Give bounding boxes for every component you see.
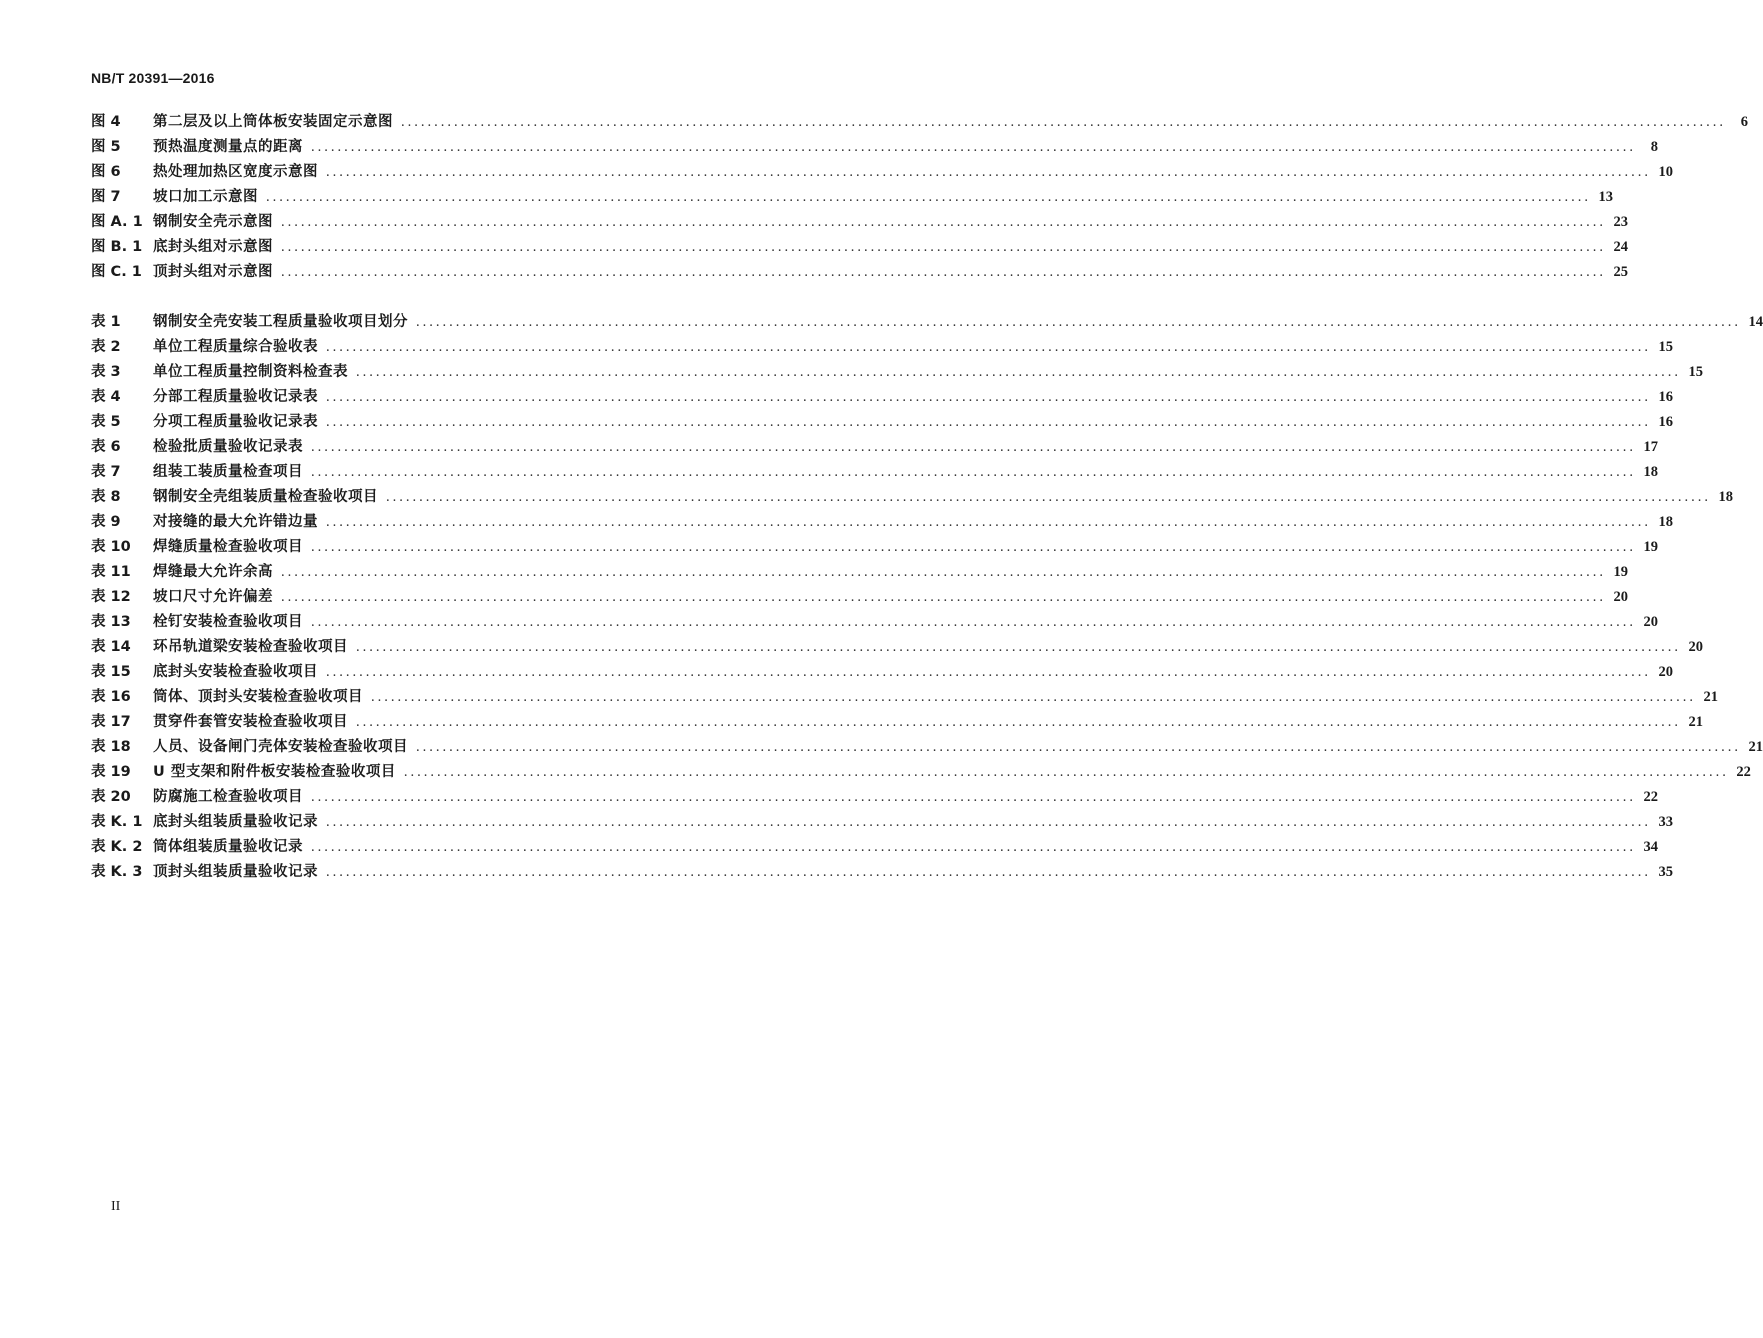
figure-title: 第二层及以上筒体板安装固定示意图 [153,114,393,130]
dot-leader: ........................................................................................................................................................................................................ [326,339,1651,355]
table-page-number: 20 [1643,614,1658,630]
table-title: 底封头组装质量验收记录 [153,814,318,830]
table-label: 表 11 [91,564,131,580]
page-number: II [111,1199,121,1214]
table-label: 表 18 [91,739,131,755]
table-title: 底封头安装检查验收项目 [153,664,318,680]
table-title: 防腐施工检查验收项目 [153,789,303,805]
table-page-number: 17 [1643,439,1658,455]
dot-leader: ........................................................................................................................................................................................................ [401,114,1726,130]
figure-entry[interactable] [91,110,1748,135]
figure-entry[interactable] [91,260,1628,285]
figure-page-number: 13 [1598,189,1613,205]
figure-page-number: 25 [1613,264,1628,280]
table-page-number: 22 [1643,789,1658,805]
table-label: 表 17 [91,714,131,730]
dot-leader: ........................................................................................................................................................................................................ [266,189,1591,205]
figure-page-number: 24 [1613,239,1628,255]
table-entry[interactable] [91,710,1703,735]
table-label: 表 10 [91,539,131,555]
table-page-number: 21 [1703,689,1718,705]
table-page-number: 16 [1658,389,1673,405]
table-page-number: 15 [1688,364,1703,380]
figure-title: 坡口加工示意图 [153,189,258,205]
table-title: 分部工程质量验收记录表 [153,389,318,405]
dot-leader: ........................................................................................................................................................................................................ [326,164,1651,180]
table-entry[interactable] [91,835,1658,860]
dot-leader: ........................................................................................................................................................................................................ [311,439,1636,455]
figure-title: 顶封头组对示意图 [153,264,273,280]
table-title: 人员、设备闸门壳体安装检查验收项目 [153,739,408,755]
table-label: 表 8 [91,489,121,505]
table-page-number: 19 [1613,564,1628,580]
table-label: 表 K. 1 [91,814,143,830]
table-title: 筒体、顶封头安装检查验收项目 [153,689,363,705]
table-entry[interactable] [91,460,1658,485]
figure-label: 图 4 [91,114,121,130]
table-label: 表 4 [91,389,121,405]
table-entry[interactable] [91,535,1658,560]
table-page-number: 35 [1658,864,1673,880]
dot-leader: ........................................................................................................................................................................................................ [371,689,1696,705]
figure-page-number: 23 [1613,214,1628,230]
table-title: 组装工装质量检查项目 [153,464,303,480]
table-label: 表 13 [91,614,131,630]
table-list [91,310,1763,885]
dot-leader: ........................................................................................................................................................................................................ [326,389,1651,405]
dot-leader: ........................................................................................................................................................................................................ [326,414,1651,430]
figure-label: 图 B. 1 [91,239,143,255]
table-page-number: 22 [1736,764,1751,780]
table-page-number: 20 [1688,639,1703,655]
dot-leader: ........................................................................................................................................................................................................ [326,864,1651,880]
dot-leader: ........................................................................................................................................................................................................ [311,539,1636,555]
table-page-number: 16 [1658,414,1673,430]
table-label: 表 16 [91,689,131,705]
table-title: 对接缝的最大允许错边量 [153,514,318,530]
figure-entry[interactable] [91,210,1628,235]
standard-code: NB/T 20391—2016 [91,70,215,86]
table-page-number: 18 [1718,489,1733,505]
dot-leader: ........................................................................................................................................................................................................ [281,589,1606,605]
table-title: 钢制安全壳组装质量检查验收项目 [153,489,378,505]
figure-entry[interactable] [91,185,1613,210]
table-label: 表 15 [91,664,131,680]
table-entry[interactable] [91,610,1658,635]
dot-leader: ........................................................................................................................................................................................................ [326,514,1651,530]
table-label: 表 K. 2 [91,839,143,855]
figure-page-number: 8 [1650,139,1658,155]
dot-leader: ........................................................................................................................................................................................................ [416,314,1741,330]
figure-page-number: 6 [1740,114,1748,130]
table-page-number: 33 [1658,814,1673,830]
dot-leader: ........................................................................................................................................................................................................ [356,364,1681,380]
table-entry[interactable] [91,335,1673,360]
table-label: 表 2 [91,339,121,355]
dot-leader: ........................................................................................................................................................................................................ [356,714,1681,730]
figure-title: 底封头组对示意图 [153,239,273,255]
table-label: 表 9 [91,514,121,530]
table-title: 分项工程质量验收记录表 [153,414,318,430]
figure-entry[interactable] [91,160,1673,185]
table-title: 单位工程质量综合验收表 [153,339,318,355]
table-page-number: 34 [1643,839,1658,855]
table-label: 表 1 [91,314,121,330]
table-label: 表 6 [91,439,121,455]
dot-leader: ........................................................................................................................................................................................................ [281,264,1606,280]
dot-leader: ........................................................................................................................................................................................................ [311,789,1636,805]
figure-title: 预热温度测量点的距离 [153,139,303,155]
table-entry[interactable] [91,735,1763,760]
table-entry[interactable] [91,635,1703,660]
figure-label: 图 C. 1 [91,264,142,280]
dot-leader: ........................................................................................................................................................................................................ [326,814,1651,830]
dot-leader: ........................................................................................................................................................................................................ [311,464,1636,480]
table-title: 贯穿件套管安装检查验收项目 [153,714,348,730]
table-entry[interactable] [91,360,1703,385]
figure-label: 图 6 [91,164,121,180]
figure-label: 图 5 [91,139,121,155]
table-page-number: 18 [1658,514,1673,530]
table-title: 单位工程质量控制资料检查表 [153,364,348,380]
table-page-number: 20 [1658,664,1673,680]
table-page-number: 20 [1613,589,1628,605]
table-title: 栓钉安装检查验收项目 [153,614,303,630]
dot-leader: ........................................................................................................................................................................................................ [311,614,1636,630]
table-page-number: 19 [1643,539,1658,555]
dot-leader: ........................................................................................................................................................................................................ [386,489,1711,505]
table-title: 检验批质量验收记录表 [153,439,303,455]
table-title: U 型支架和附件板安装检查验收项目 [153,764,396,780]
table-label: 表 7 [91,464,121,480]
table-page-number: 14 [1748,314,1763,330]
figure-label: 图 7 [91,189,121,205]
table-entry[interactable] [91,385,1673,410]
figure-list [91,110,1748,285]
table-label: 表 3 [91,364,121,380]
figure-title: 热处理加热区宽度示意图 [153,164,318,180]
table-entry[interactable] [91,585,1628,610]
table-title: 顶封头组装质量验收记录 [153,864,318,880]
table-page-number: 18 [1643,464,1658,480]
table-title: 筒体组装质量验收记录 [153,839,303,855]
table-entry[interactable] [91,410,1673,435]
table-entry[interactable] [91,660,1673,685]
table-entry[interactable] [91,435,1658,460]
table-page-number: 15 [1658,339,1673,355]
dot-leader: ........................................................................................................................................................................................................ [311,839,1636,855]
figure-entry[interactable] [91,235,1628,260]
dot-leader: ........................................................................................................................................................................................................ [311,139,1636,155]
table-title: 坡口尺寸允许偏差 [153,589,273,605]
table-entry[interactable] [91,685,1718,710]
table-entry[interactable] [91,810,1673,835]
figure-title: 钢制安全壳示意图 [153,214,273,230]
table-entry[interactable] [91,785,1658,810]
dot-leader: ........................................................................................................................................................................................................ [281,214,1606,230]
table-entry[interactable] [91,310,1763,335]
figure-page-number: 10 [1658,164,1673,180]
table-title: 焊缝质量检查验收项目 [153,539,303,555]
table-label: 表 14 [91,639,131,655]
table-label: 表 5 [91,414,121,430]
table-page-number: 21 [1688,714,1703,730]
table-entry[interactable] [91,760,1751,785]
dot-leader: ........................................................................................................................................................................................................ [416,739,1741,755]
dot-leader: ........................................................................................................................................................................................................ [403,764,1729,780]
dot-leader: ........................................................................................................................................................................................................ [356,639,1681,655]
table-entry[interactable] [91,485,1733,510]
table-label: 表 K. 3 [91,864,143,880]
table-title: 钢制安全壳安装工程质量验收项目划分 [153,314,408,330]
dot-leader: ........................................................................................................................................................................................................ [326,664,1651,680]
dot-leader: ........................................................................................................................................................................................................ [281,239,1606,255]
table-entry[interactable] [91,560,1628,585]
table-entry[interactable] [91,860,1673,885]
table-label: 表 19 [91,764,131,780]
table-entry[interactable] [91,510,1673,535]
figure-entry[interactable] [91,135,1658,160]
table-label: 表 20 [91,789,131,805]
table-title: 焊缝最大允许余高 [153,564,273,580]
table-page-number: 21 [1748,739,1763,755]
figure-label: 图 A. 1 [91,214,143,230]
dot-leader: ........................................................................................................................................................................................................ [281,564,1606,580]
table-label: 表 12 [91,589,131,605]
table-title: 环吊轨道梁安装检查验收项目 [153,639,348,655]
